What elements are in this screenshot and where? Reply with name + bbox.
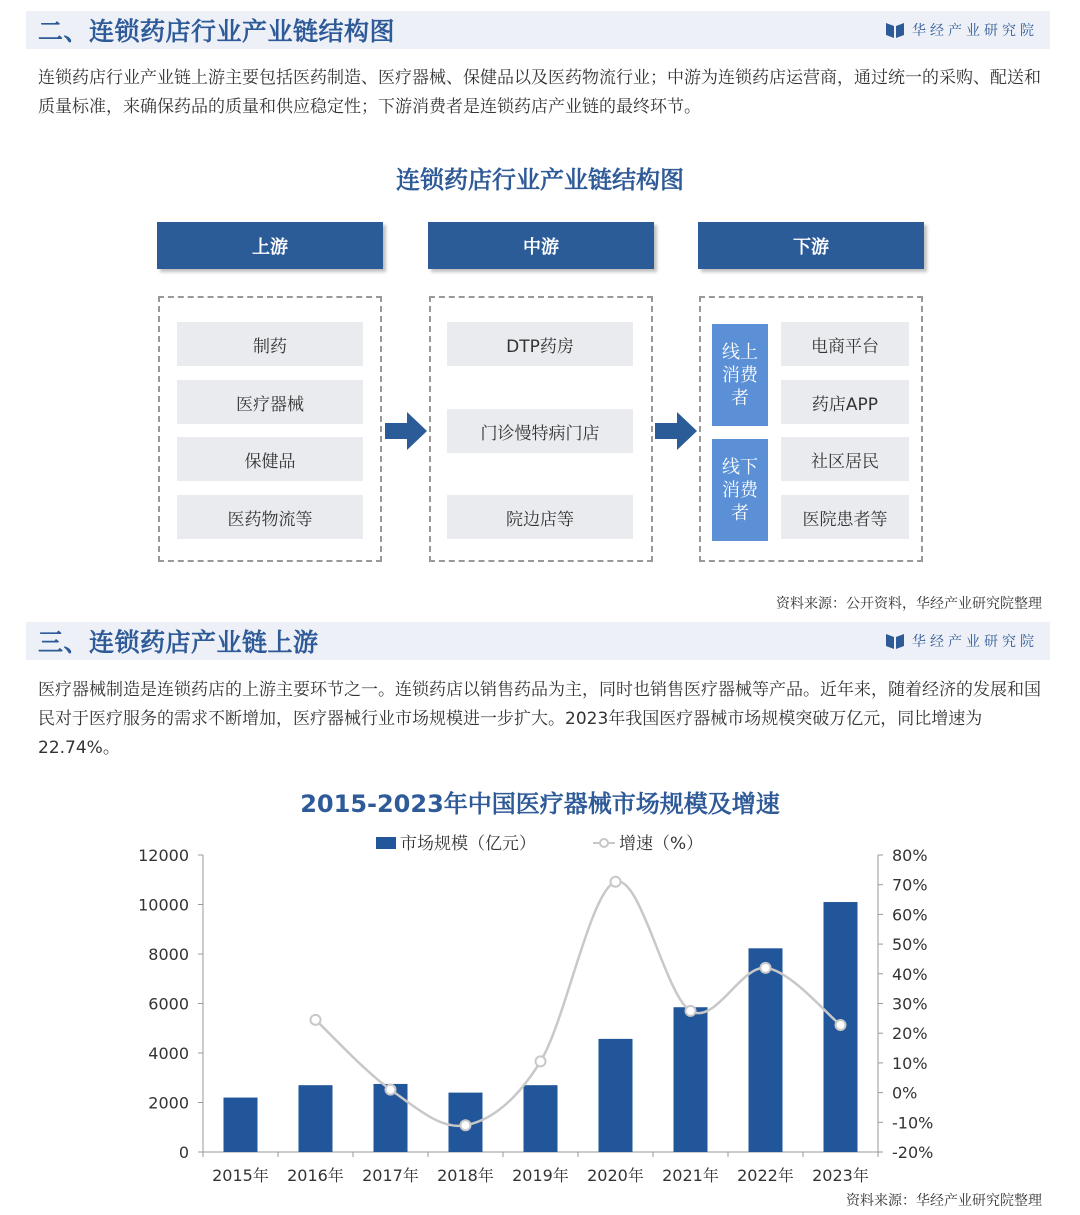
- x-tick-label: 2017年: [362, 1166, 419, 1185]
- downstream-item: 社区居民: [781, 437, 909, 481]
- y-left-tick-label: 2000: [148, 1093, 189, 1113]
- diagram-source: 资料来源：公开资料，华经产业研究院整理: [776, 596, 1042, 612]
- brand: [886, 631, 1038, 651]
- brand-logo-icon: [886, 22, 904, 38]
- legend-bar-swatch: [376, 837, 396, 849]
- downstream-item: 电商平台: [781, 322, 909, 366]
- bar: [299, 1085, 333, 1152]
- x-tick-label: 2016年: [287, 1166, 344, 1185]
- growth-point: [611, 877, 621, 887]
- y-right-tick-label: -10%: [892, 1113, 934, 1133]
- y-right-tick-label: 0%: [892, 1083, 918, 1103]
- downstream-item: 药店APP: [781, 380, 909, 424]
- growth-point: [686, 1006, 696, 1016]
- bar: [524, 1085, 558, 1152]
- diagram-title: 连锁药店行业产业链结构图: [396, 166, 684, 194]
- y-left-tick-label: 0: [178, 1143, 189, 1162]
- growth-point: [836, 1020, 846, 1030]
- online-consumers-label: 线上消费者: [712, 324, 768, 426]
- downstream-item: 医院患者等: [781, 495, 909, 539]
- upstream-item: 医疗器械: [177, 380, 363, 424]
- bar: [749, 948, 783, 1152]
- x-tick-label: 2021年: [662, 1166, 719, 1185]
- y-left-tick-label: 10000: [138, 895, 189, 915]
- right-arrow-icon: [385, 412, 427, 450]
- y-right-tick-label: 50%: [892, 935, 928, 955]
- brand: [886, 20, 1038, 40]
- brand-name: 华经产业研究院: [912, 634, 1038, 650]
- upstream-item: 制药: [177, 322, 363, 366]
- intro-paragraph: 连锁药店行业产业链上游主要包括医药制造、医疗器械、保健品以及医药物流行业；中游为连锁药店运营商，通过统一的采购、配送和质量标准，来确保药品的质量和供应稳定性；下游消费者是连锁药店产业链的最终环节。: [38, 68, 1041, 117]
- y-right-tick-label: 40%: [892, 964, 928, 984]
- market-size-chart: [0, 820, 1080, 1200]
- x-tick-label: 2023年: [812, 1166, 869, 1185]
- y-right-tick-label: 10%: [892, 1053, 928, 1073]
- brand-name: 华经产业研究院: [912, 23, 1038, 39]
- offline-consumers-label: 线下消费者: [712, 439, 768, 541]
- legend-bar-label: 市场规模（亿元）: [400, 834, 536, 854]
- y-right-tick-label: 60%: [892, 905, 928, 925]
- y-right-tick-label: 70%: [892, 875, 928, 895]
- upstream-item: 保健品: [177, 437, 363, 481]
- chart-area: [0, 820, 1080, 1200]
- y-right-tick-label: -20%: [892, 1143, 934, 1162]
- y-right-tick-label: 80%: [892, 846, 928, 865]
- midstream-item: 院边店等: [447, 495, 633, 539]
- chart-title: 2015-2023年中国医疗器械市场规模及增速: [300, 790, 780, 818]
- midstream-item: DTP药房: [447, 322, 633, 366]
- x-tick-label: 2019年: [512, 1166, 569, 1185]
- growth-point: [761, 963, 771, 973]
- y-left-tick-label: 6000: [148, 994, 189, 1014]
- growth-point: [311, 1015, 321, 1025]
- chart-source: 资料来源：华经产业研究院整理: [846, 1193, 1042, 1209]
- y-right-tick-label: 20%: [892, 1024, 928, 1044]
- x-tick-label: 2018年: [437, 1166, 494, 1185]
- section-header: [26, 11, 1050, 49]
- growth-point: [386, 1085, 396, 1095]
- legend-line-label: 增速（%）: [619, 834, 704, 854]
- upstream-header: 上游: [157, 222, 383, 269]
- bar: [674, 1007, 708, 1152]
- midstream-header: 中游: [428, 222, 654, 269]
- section-title: 三、连锁药店产业链上游: [38, 628, 319, 657]
- downstream-header: 下游: [698, 222, 924, 269]
- bar: [599, 1039, 633, 1152]
- right-arrow-icon: [655, 412, 697, 450]
- x-tick-label: 2020年: [587, 1166, 644, 1185]
- y-left-tick-label: 8000: [148, 945, 189, 964]
- x-tick-label: 2022年: [737, 1166, 794, 1185]
- upstream-paragraph: 医疗器械制造是连锁药店的上游主要环节之一。连锁药店以销售药品为主，同时也销售医疗器械等产品。近年来，随着经济的发展和国民对于医疗服务的需求不断增加，医疗器械行业市场规模进一步扩大。2023年我国医疗器械市场规模突破万亿元，同比增速为22.74%。: [38, 680, 1041, 758]
- brand-logo-icon: [886, 633, 904, 649]
- section-title: 二、连锁药店行业产业链结构图: [38, 17, 396, 46]
- section-header: [26, 622, 1050, 660]
- legend-line-marker: [600, 839, 608, 847]
- y-left-tick-label: 4000: [148, 1044, 189, 1063]
- upstream-item: 医药物流等: [177, 495, 363, 539]
- y-left-tick-label: 12000: [138, 846, 189, 865]
- growth-point: [461, 1120, 471, 1130]
- bar: [224, 1098, 258, 1152]
- x-tick-label: 2015年: [212, 1166, 269, 1185]
- midstream-item: 门诊慢特病门店: [447, 409, 633, 453]
- growth-point: [536, 1056, 546, 1066]
- y-right-tick-label: 30%: [892, 994, 928, 1014]
